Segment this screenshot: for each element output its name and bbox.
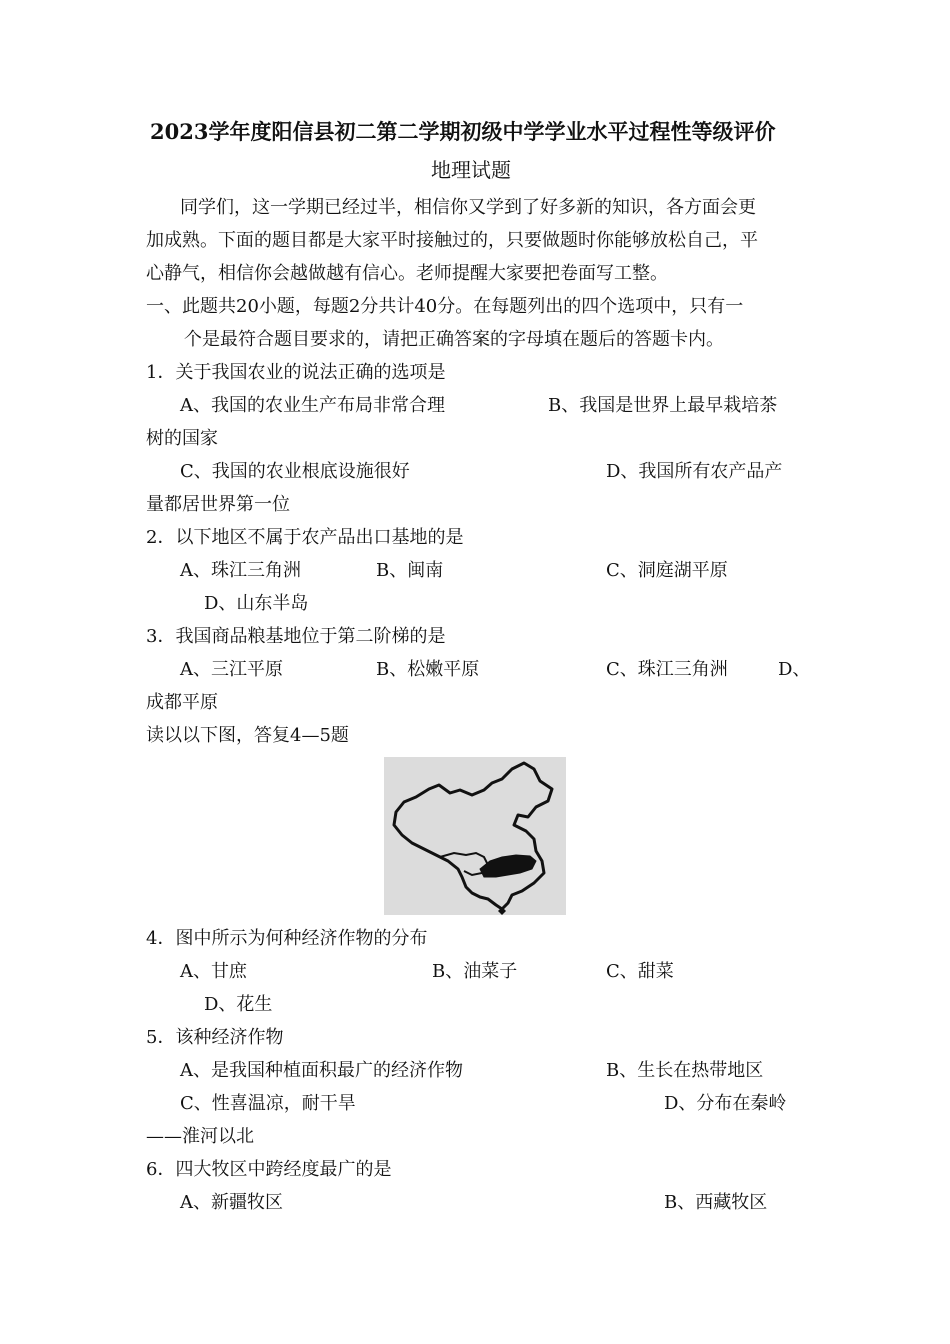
q4-option-c: C、甜菜: [606, 961, 674, 982]
exam-subtitle: 地理试题: [431, 158, 511, 182]
q5-option-a: A、是我国种植面积最广的经济作物: [180, 1060, 463, 1081]
q3-option-c: C、珠江三角洲: [606, 659, 728, 680]
read-map-instruction: 读以以下图，答复4—5题: [146, 725, 349, 746]
china-border: [394, 763, 552, 909]
q5-option-c: C、性喜温凉，耐干旱: [180, 1093, 356, 1114]
q2-option-a: A、珠江三角洲: [180, 560, 301, 581]
q6-option-a: A、新疆牧区: [180, 1192, 283, 1213]
q3-option-d: D、: [778, 659, 811, 680]
section-instruction-2: 个是最符合题目要求的，请把正确答案的字母填在题后的答题卡内。: [184, 329, 724, 350]
q2-stem: 2．以下地区不属于农产品出口基地的是: [146, 527, 464, 548]
q3-option-b: B、松嫩平原: [376, 659, 480, 680]
exam-title: 2023学年度阳信县初二第二学期初级中学学业水平过程性等级评价: [150, 119, 776, 144]
q4-option-b: B、油菜子: [432, 961, 518, 982]
q6-stem: 6．四大牧区中跨经度最广的是: [146, 1159, 392, 1180]
q2-option-d: D、山东半岛: [204, 593, 309, 614]
q6-option-b: B、西藏牧区: [664, 1192, 768, 1213]
intro-line-2: 加成熟。下面的题目都是大家平时接触过的，只要做题时你能够放松自己，平: [146, 230, 758, 251]
q1-stem: 1．关于我国农业的说法正确的选项是: [146, 362, 446, 383]
q5-stem: 5．该种经济作物: [146, 1027, 284, 1048]
q5-option-b: B、生长在热带地区: [606, 1060, 764, 1081]
q1-option-d-cont: 量都居世界第一位: [146, 494, 290, 515]
q3-option-d-cont: 成都平原: [146, 692, 218, 713]
q1-option-b-cont: 树的国家: [146, 428, 218, 449]
q1-option-a: A、我国的农业生产布局非常合理: [180, 395, 445, 416]
intro-line-1: 同学们，这一学期已经过半，相信你又学到了好多新的知识，各方面会更: [180, 197, 756, 218]
q4-option-d: D、花生: [204, 994, 273, 1015]
q1-option-d: D、我国所有农产品产: [606, 461, 783, 482]
china-outline-map: [384, 757, 566, 915]
q1-option-b: B、我国是世界上最早栽培茶: [548, 395, 778, 416]
q5-option-d: D、分布在秦岭: [664, 1093, 787, 1114]
q4-stem: 4．图中所示为何种经济作物的分布: [146, 928, 428, 949]
q5-option-d-cont: ——淮河以北: [146, 1126, 254, 1147]
section-instruction-1: 一、此题共20小题，每题2分共计40分。在每题列出的四个选项中，只有一: [146, 296, 744, 317]
china-map-figure: [384, 757, 566, 915]
q3-option-a: A、三江平原: [180, 659, 283, 680]
q4-option-a: A、甘庶: [180, 961, 247, 982]
q3-stem: 3．我国商品粮基地位于第二阶梯的是: [146, 626, 446, 647]
q1-option-c: C、我国的农业根底设施很好: [180, 461, 410, 482]
crop-distribution-area: [480, 855, 536, 877]
q2-option-b: B、闽南: [376, 560, 444, 581]
intro-line-3: 心静气，相信你会越做越有信心。老师提醒大家要把卷面写工整。: [146, 263, 668, 284]
q2-option-c: C、洞庭湖平原: [606, 560, 728, 581]
